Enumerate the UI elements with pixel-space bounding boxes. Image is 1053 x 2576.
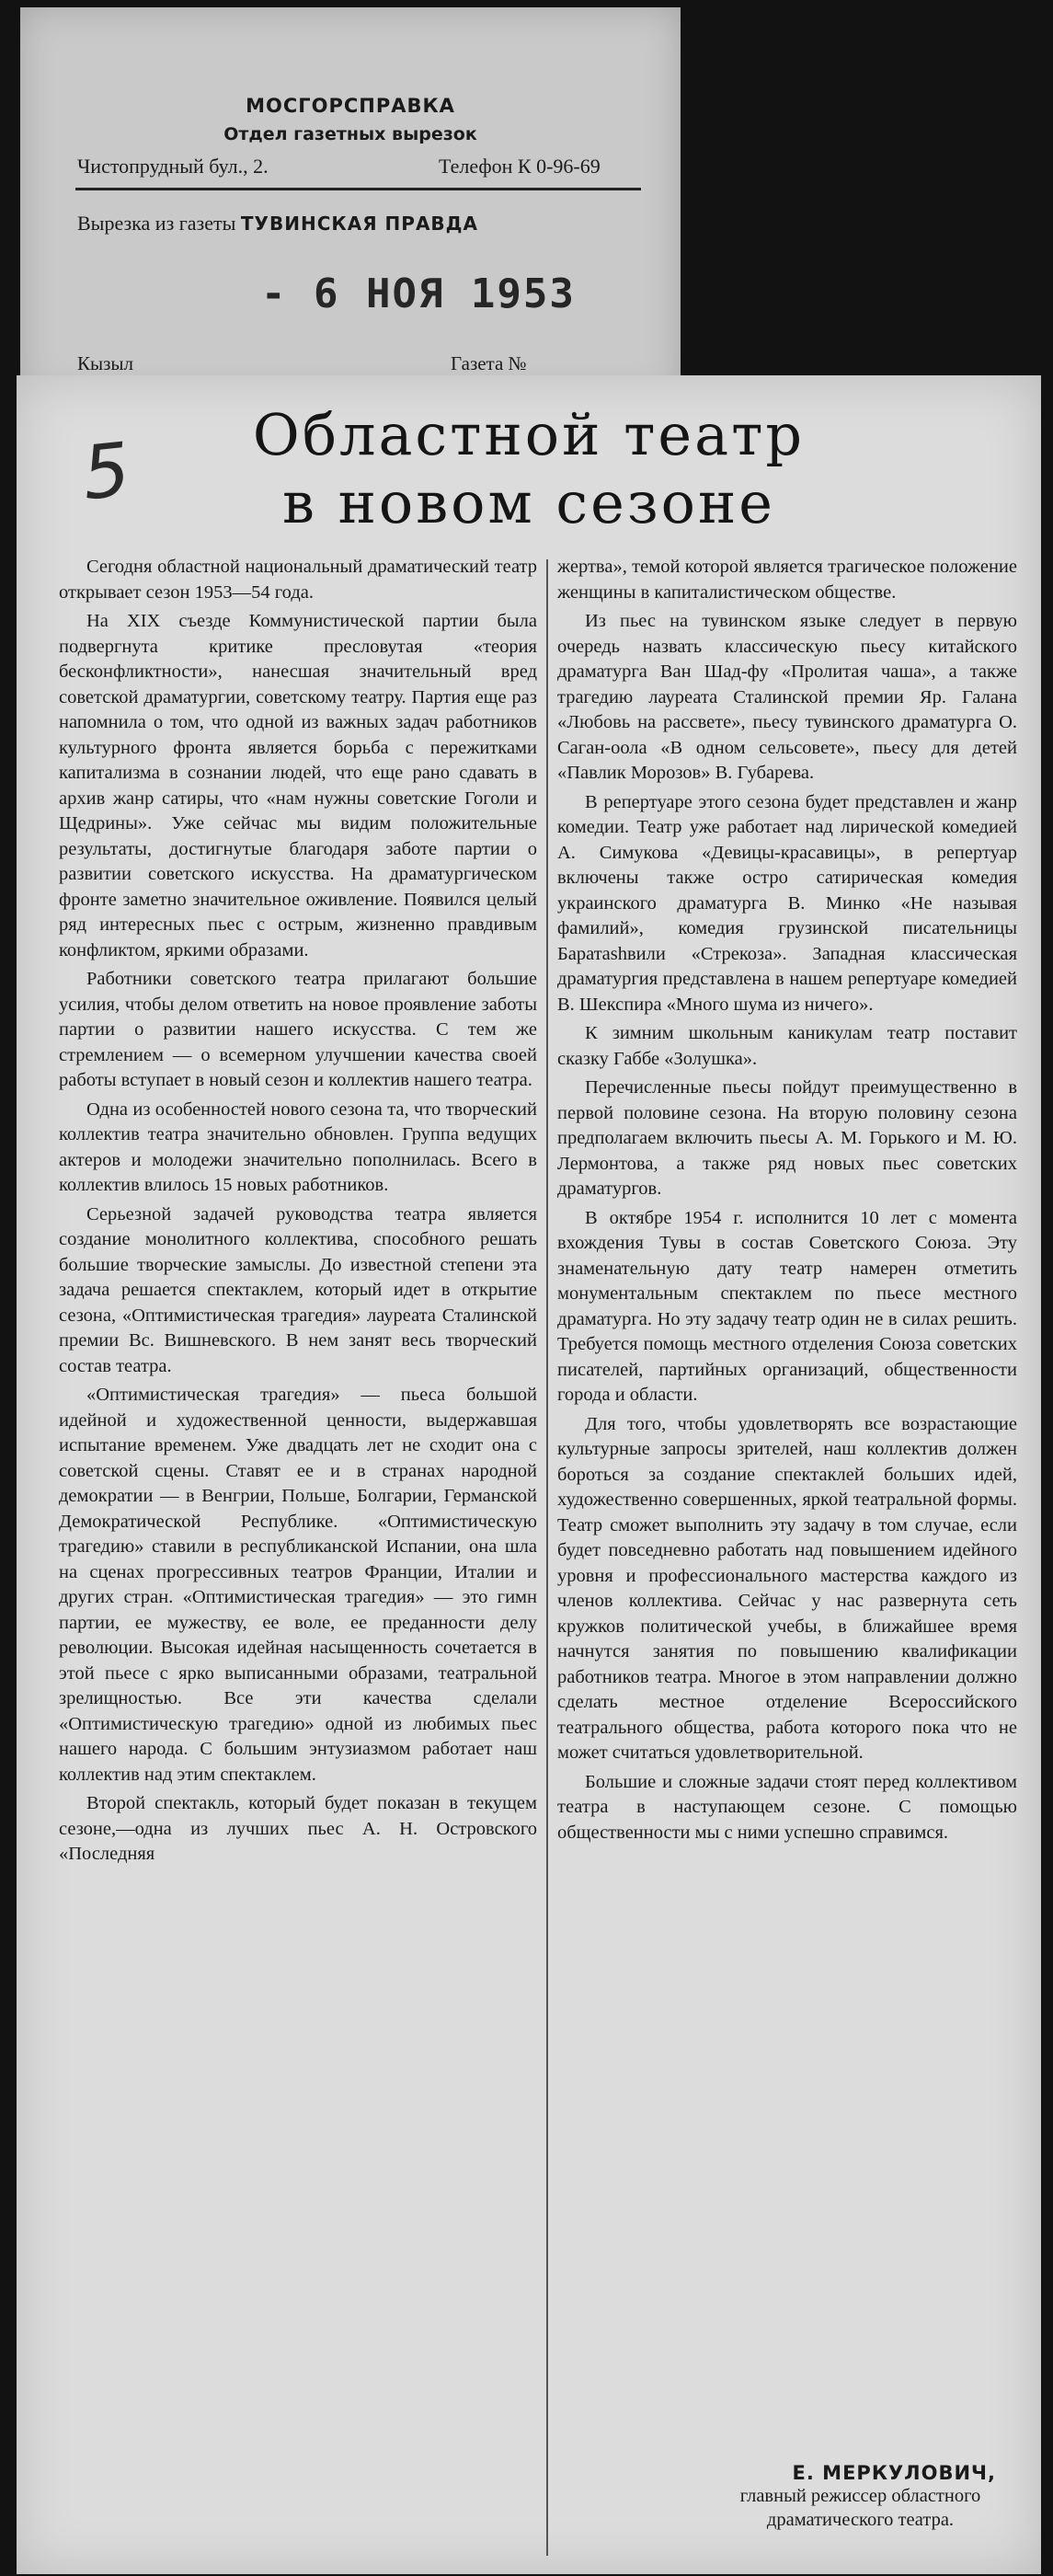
date-stamp: - 6 НОЯ 1953 — [261, 270, 576, 317]
paragraph: В репертуаре этого сезона будет представлен и жанр комедии. Театр уже работает над лирической комедией А. Симукова «Девицы-красавицы», в репертуар включены также остро сатирическая комедия украинского драматурга В. Минко «Не называя фамилий», комедия грузинской писательницы Баратashвили «Стрекоза». Западная классическая драматургия представлена в нашем репертуаре комедией В. Шекспира «Много шума из ничего». — [557, 791, 1017, 1015]
source-prefix: Вырезка из газеты — [77, 212, 236, 235]
paragraph: «Оптимистическая трагедия» — пьеса большой идейной и художественной ценности, выдержавшая испытание временем. Уже двадцать лет не сходит она с советской сцены. Ставят ее и в странах народной демократии — в Венгрии, Польше, Болгарии, Германской Демократической Республике. «Оптимистическую трагедию» ставили в республиканской Испании, она шла на сценах прогрессивных театров Франции, Италии и других стран. «Оптимистическая трагедия» — это гимн партии, ее мужеству, ее воле, ее преданности делу революции. Высокая идейная насыщенность сочетается в этой пьесе с ярко выписанными образами, театральной зрелищностью. Все эти качества сделали «Оптимистическую трагедию» одной из любимых пьес нашего народа. С большим энтузиазмом работает наш коллектив над этим спектаклем. — [59, 1385, 537, 1785]
author-signature — [596, 2462, 1014, 2532]
paragraph: Сегодня областной национальный драматический театр открывает сезон 1953—54 года. — [59, 557, 537, 603]
paragraph: На XIX съезде Коммунистической партии была подвергнута критике пресловутая «теория бесконфликтности», нанесшая значительный вред советской драматургии, советскому театру. Партия еще раз напомнила о том, что одной из важных задач работников культурного фронта является борьба с пережитками капитализма в сознании людей, что еще рано сдавать в архив жанр сатиры, что «нам нужны советские Гоголи и Щедрины». Уже сейчас мы видим положительные результаты, достигнутые благодаря заботе партии о развитии советского искусства. На драматургическом фронте заметно значительное оживление. Появился целый ряд интересных пьес с острым, жизненно правдивым конфликтом, яркими образами. — [59, 611, 537, 960]
paragraph: В октябре 1954 г. исполнится 10 лет с момента вхождения Тувы в состав Советского Союза. Эту знаменательную дату театр намерен отметить монументальным спектаклем по пьесе местного драматурга. Но эту задачу театр один не в силах решить. Требуется помощь местного отделения Союза советских писателей, партийных организаций, общественности города и области. — [557, 1207, 1017, 1405]
bureau-phone: Телефон К 0-96-69 — [439, 155, 601, 178]
paragraph: Серьезной задачей руководства театра является создание монолитного коллектива, способного решать большие творческие замыслы. До известной степени эта задача решается спектаклем, который идет в открытие сезона, «Оптимистическая трагедия» лауреата Сталинской премии Вс. Вишневского. В нем занят весь творческий состав театра. — [59, 1203, 537, 1376]
source-line — [77, 212, 478, 236]
paragraph: Одна из особенностей нового сезона та, что творческий коллектив театра значительно обновлен. Группа ведущих актеров и молодежи значительно пополнилась. Всего в коллектив влилось 15 новых работников. — [59, 1098, 537, 1195]
department-name: Отдел газетных вырезок — [223, 124, 477, 144]
bureau-address: Чистопрудный бул., 2. — [77, 155, 269, 178]
newspaper-name: ТУВИНСКАЯ ПРАВДА — [240, 213, 478, 235]
city-field: Кызыл — [77, 352, 134, 374]
author-title: главный режиссер областного драматического театра. — [739, 2486, 981, 2530]
paragraph: Перечисленные пьесы пойдут преимущественно в первой половине сезона. На вторую половину сезона предполагаем включить пьесы А. М. Горького и М. Ю. Лермонтова, а также ряд новых пьес советских драматургов. — [557, 1077, 1017, 1199]
article-column-right — [557, 555, 1017, 1849]
paragraph: Из пьес на тувинском языке следует в первую очередь назвать классическую пьесу китайского драматурга Ван Шад-фу «Пролитая чаша», а также трагедию лауреата Сталинской премии Яр. Галана «Любовь на рассвете», пьесу тувинского драматурга О. Саган-оола «В одном сельсовете», пьесу для детей «Павлик Морозов» В. Губарева. — [557, 611, 1017, 783]
paragraph: К зимним школьным каникулам театр поставит сказку Габбе «Золушка». — [557, 1023, 1017, 1069]
article-headline — [17, 401, 1041, 537]
column-divider — [546, 559, 548, 2556]
paragraph: Большие и сложные задачи стоят перед коллективом театра в наступающем сезоне. С помощью общественности мы с ними успешно справимся. — [557, 1771, 1017, 1843]
bureau-name: МОСГОРСПРАВКА — [246, 95, 455, 117]
handwritten-page-mark: 5 — [78, 426, 134, 517]
gazette-number-field: Газета № — [451, 352, 527, 374]
author-name: Е. МЕРКУЛОВИЧ, — [792, 2462, 996, 2484]
paragraph: Для того, чтобы удовлетворять все возрастающие культурные запросы зрителей, наш коллектив должен бороться за создание спектаклей больших идей, художественно совершенных, яркой театральной формы. Театр сможет выполнить эту задачу в том случае, если будет повседневно работать над повышением идейного уровня и профессионального мастерства каждого из членов коллектива. Сейчас у нас развернута сеть кружков политической учебы, в ближайшее время начнутся занятия по повышению квалификации работников театра. Многое в этом направлении должно сделать местное отделение Всероссийского театрального общества, работа которого пока что не может считаться удовлетворительной. — [557, 1413, 1017, 1763]
label-divider — [75, 188, 641, 190]
paragraph: Второй спектакль, который будет показан в текущем сезоне,—одна из лучших пьес А. Н. Островского «Последняя — [59, 1793, 537, 1864]
clipping-bureau-label — [20, 7, 681, 398]
headline-line-1: Областной театр — [252, 401, 806, 468]
article-column-left — [59, 555, 537, 1871]
newspaper-clipping — [17, 375, 1041, 2574]
paragraph: Работники советского театра прилагают большие усилия, чтобы делом ответить на новое проявление заботы партии о развитии нашего искусства. С тем же стремлением — о всемерном улучшении качества своей работы вступает в новый сезон и коллектив нашего театра. — [59, 969, 537, 1090]
paragraph: жертва», темой которой является трагическое положение женщины в капиталистическом обществе. — [557, 557, 1017, 603]
headline-line-2: в новом сезоне — [281, 469, 775, 536]
